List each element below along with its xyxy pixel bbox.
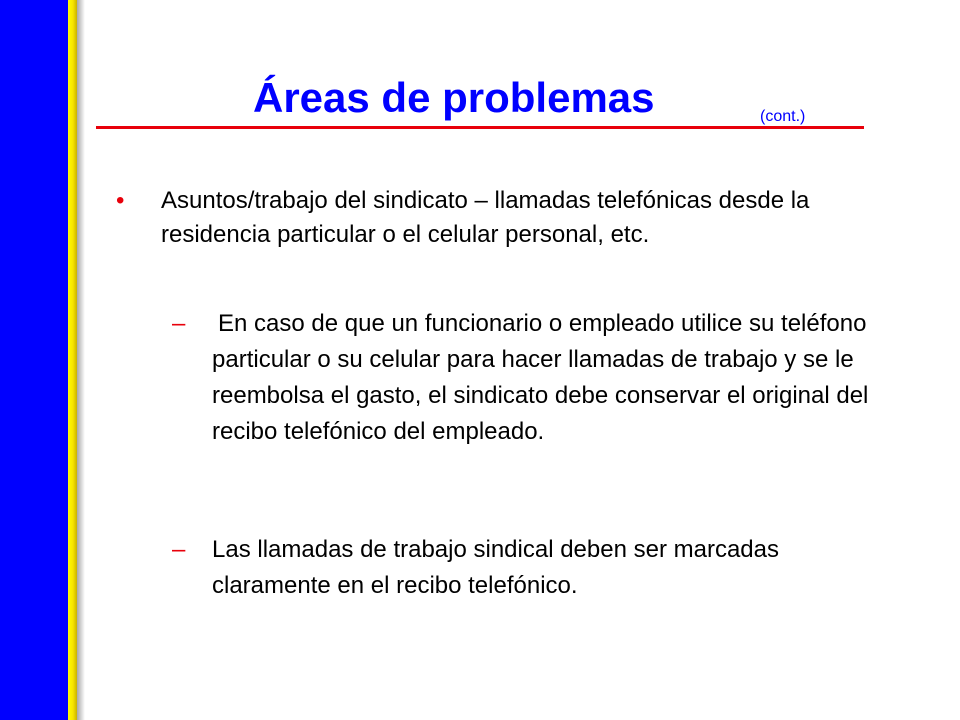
bullet-item: [116, 184, 896, 252]
sidebar-shadow-stripe: [77, 0, 85, 720]
bullet-marker: •: [116, 187, 125, 214]
sidebar-gold-stripe: [68, 0, 77, 720]
sub-bullet-text: Las llamadas de trabajo sindical deben ser marcadas claramente en el recibo telefónico.: [212, 536, 779, 599]
sub-bullet-item: [172, 532, 872, 604]
bullet-text: Asuntos/trabajo del sindicato – llamadas telefónicas desde la residencia particular o el celular personal, etc.: [161, 187, 810, 248]
sub-bullet-marker: –: [172, 536, 186, 563]
sub-bullet-item: [172, 306, 872, 450]
sub-bullet-marker: –: [172, 310, 186, 337]
slide-title: Áreas de problemas: [253, 74, 655, 121]
title-underline-rule: [96, 126, 864, 129]
title-continued-label: (cont.): [760, 108, 806, 125]
sub-bullet-text: En caso de que un funcionario o empleado utilice su teléfono particular o su celular para hacer llamadas de trabajo y se le reembolsa el gasto, el sindicato debe conservar el original del recibo telefónico del empleado.: [212, 310, 869, 445]
left-sidebar-bar: [0, 0, 68, 720]
